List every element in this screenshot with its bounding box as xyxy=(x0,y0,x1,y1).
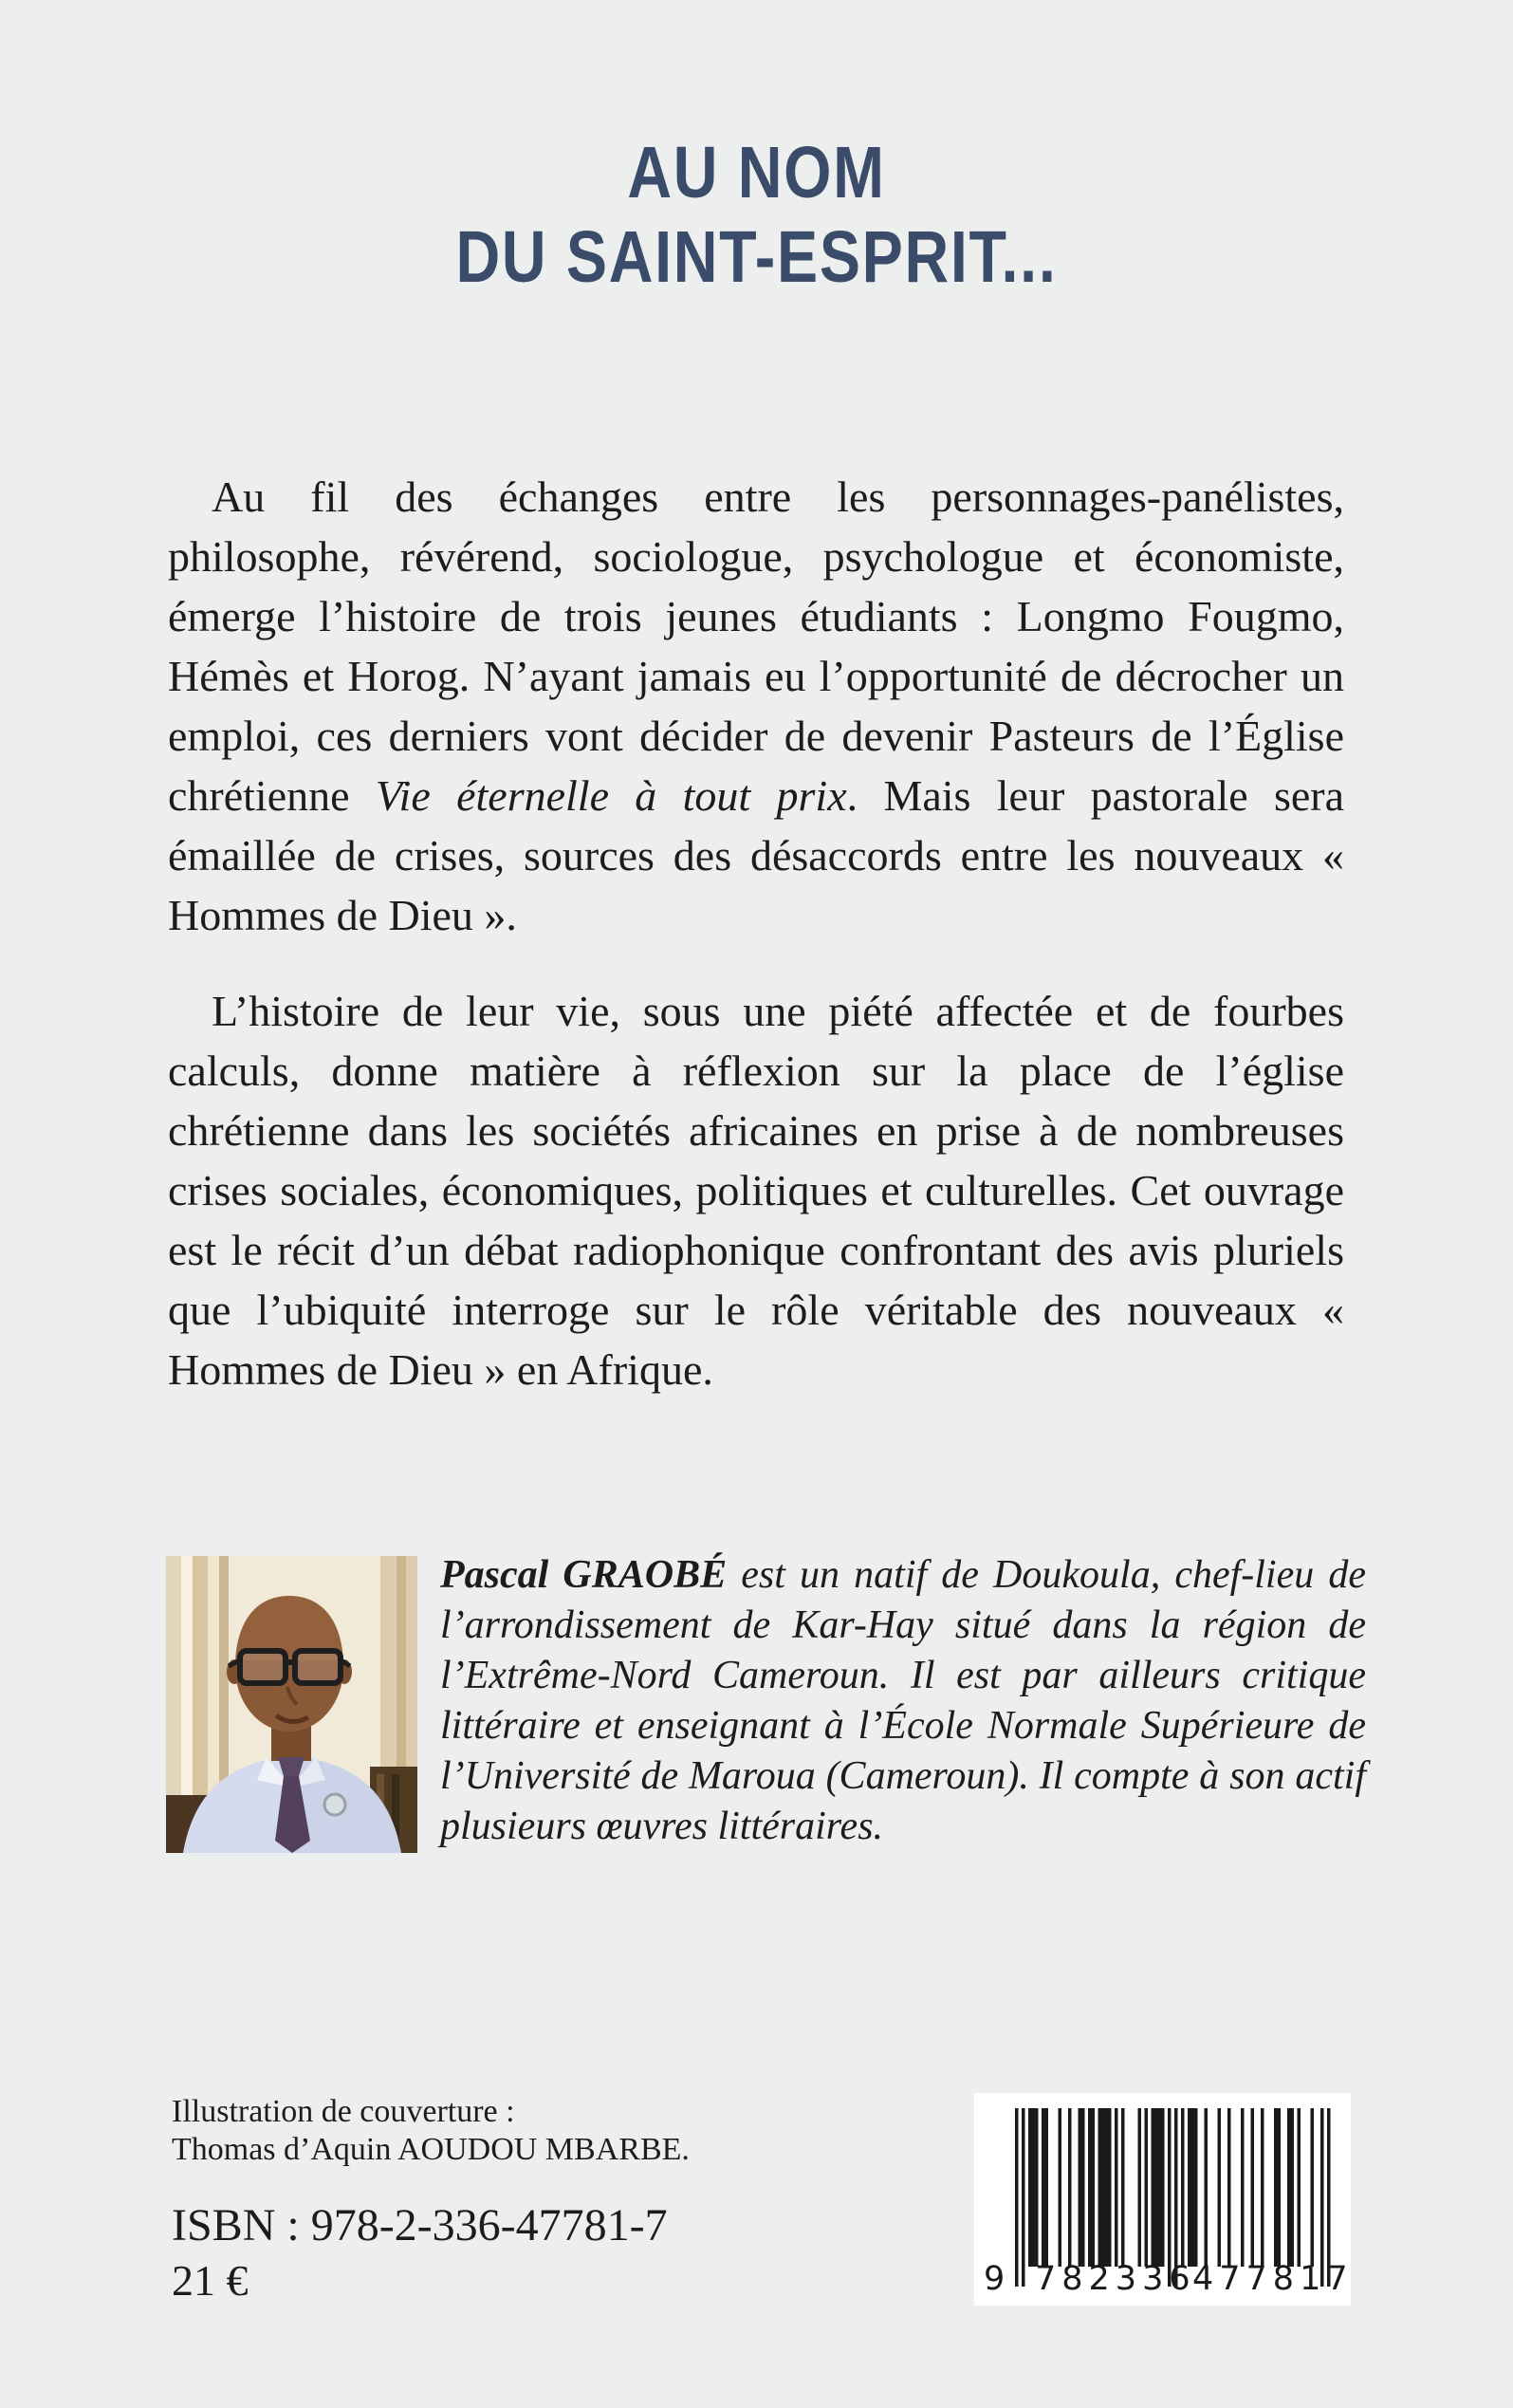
author-bio-rest: est un natif de Doukoula, chef-lieu de l’arrondissement de Kar-Hay situé dans la région de l’Extrême-Nord Cameroun. Il est par ailleurs critique littéraire et enseignant à l’École Normale Supérieure de l’Université de Maroua (Cameroun). Il compte à son actif plusieurs œuvres littéraires. xyxy=(440,1553,1366,1848)
book-title xyxy=(121,131,1393,300)
author-portrait-illustration xyxy=(166,1556,417,1853)
author-first-name: Pascal xyxy=(440,1553,549,1597)
barcode-digits-left-group: 782336 xyxy=(1035,2260,1196,2298)
cover-credits xyxy=(172,2093,690,2169)
author-photo xyxy=(166,1556,417,1853)
author-last-name: GRAOBÉ xyxy=(548,1553,728,1597)
book-title-line-1: AU NOM xyxy=(627,132,886,213)
synopsis-p1-end: . Mais leur pastorale sera émaillée de crises, sources des désaccords entre les nouveaux « Hommes de Dieu ». xyxy=(168,771,1345,939)
synopsis-p1-book-title-italic: Vie éternelle à tout prix xyxy=(375,771,847,820)
illustration-credit-author: Thomas d’Aquin AOUDOU MBARBE. xyxy=(172,2132,690,2167)
synopsis-paragraph-1 xyxy=(168,467,1344,945)
barcode-digit-first: 9 xyxy=(984,2260,1006,2298)
synopsis-p1-start: Au fil des échanges entre les personnages-panélistes, philosophe, révérend, sociologue, psychologue et économiste, émerge l’histoire de trois jeunes étudiants : Longmo Fougmo, Hémès et Horog. N’ayant jamais eu l’opportunité de décrocher un emploi, ces derniers vont décider de devenir Pasteurs de l’Église chrétienne xyxy=(168,472,1344,820)
synopsis-paragraph-2: L’histoire de leur vie, sous une piété affectée et de fourbes calculs, donne matière à réflexion sur la place de l’église chrétienne dans les sociétés africaines en prise à de nombreuses crises sociales, économiques, politiques et culturelles. Cet ouvrage est le récit d’un débat radiophonique confrontant des avis pluriels que l’ubiquité interroge sur le rôle véritable des nouveaux « Hommes de Dieu » en Afrique. xyxy=(168,987,1344,1394)
author-bio-section xyxy=(166,1550,1366,1859)
barcode xyxy=(974,2093,1354,2306)
isbn-line: ISBN : 978-2-336-47781-7 xyxy=(172,2200,668,2251)
synopsis xyxy=(168,467,1344,1436)
illustration-credit-label: Illustration de couverture : xyxy=(172,2094,515,2129)
barcode-digits xyxy=(974,2260,1354,2302)
price: 21 € xyxy=(172,2256,249,2305)
barcode-digits-right-group: 477817 xyxy=(1192,2260,1354,2298)
book-title-line-2: DU SAINT-ESPRIT... xyxy=(455,216,1058,298)
